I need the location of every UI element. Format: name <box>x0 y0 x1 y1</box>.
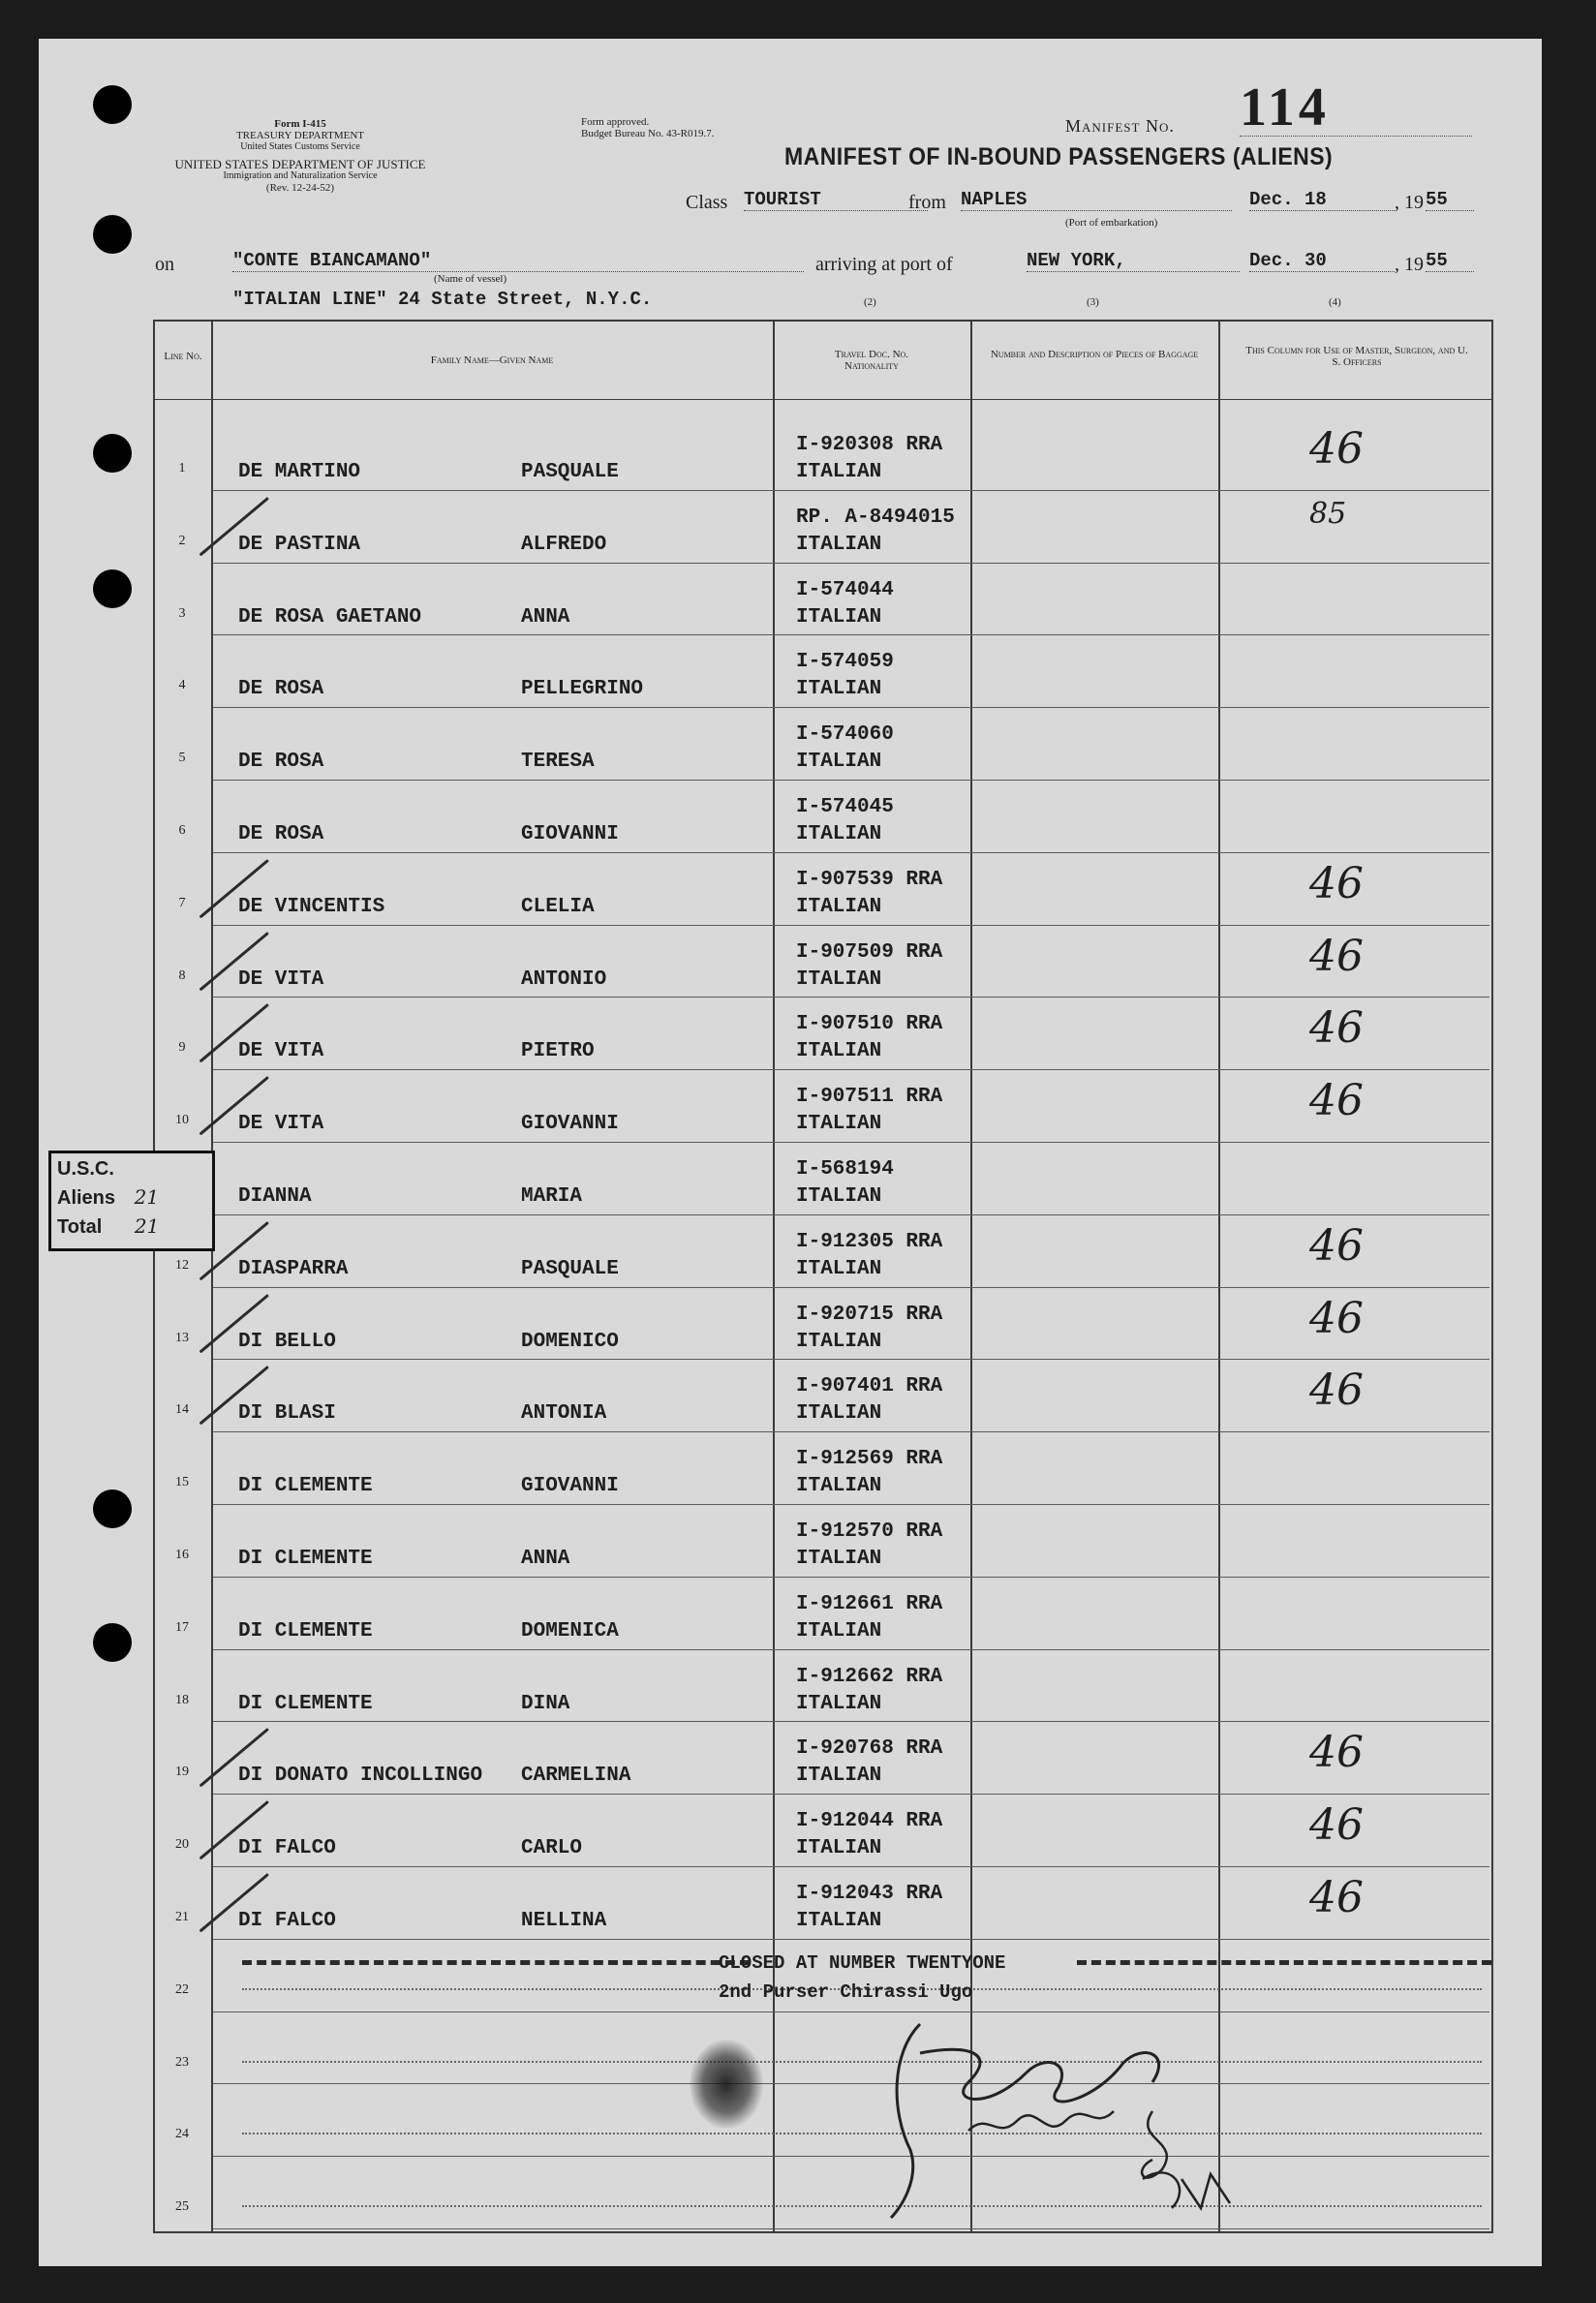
travel-doc-number: I-912044 RRA <box>796 1810 943 1833</box>
family-name: DI CLEMENTE <box>238 1548 373 1570</box>
line-number: 4 <box>178 678 186 693</box>
given-name: CLELIA <box>521 895 595 918</box>
table-bottom-border <box>153 2231 1493 2233</box>
nationality: ITALIAN <box>796 678 882 701</box>
row-separator <box>213 852 1489 853</box>
row-separator <box>213 707 1489 708</box>
table-header-border <box>153 399 1493 400</box>
header-officers: This Column for Use of Master, Surgeon, and U. S. Officers <box>1245 345 1468 368</box>
line-number: 24 <box>175 2127 189 2142</box>
row-separator <box>213 1939 1489 1940</box>
nationality: ITALIAN <box>796 1402 882 1426</box>
officer-mark: 46 <box>1309 1366 1364 1416</box>
row-separator <box>213 1649 1489 1650</box>
port-of-embarkation: NAPLES <box>961 189 1232 211</box>
travel-doc-number: I-574045 <box>796 796 894 818</box>
revision-label: (Rev. 12-24-52) <box>265 182 335 194</box>
fingerprint-smudge <box>690 2040 763 2129</box>
family-name: DE VITA <box>238 1040 324 1063</box>
family-name: DE ROSA <box>238 678 324 701</box>
row-separator <box>213 997 1489 998</box>
travel-doc-number: I-907511 RRA <box>796 1086 943 1109</box>
table-left-border <box>153 320 155 2233</box>
officer-mark: 46 <box>1309 1003 1364 1054</box>
officer-mark: 46 <box>1309 858 1364 908</box>
travel-doc-number: I-574060 <box>796 723 894 747</box>
closing-statement: CLOSED AT NUMBER TWENTYONE <box>719 1952 1006 1974</box>
header-baggage: Number and Description of Pieces of Baggage <box>990 349 1199 360</box>
travel-doc-number: I-920768 RRA <box>796 1737 943 1761</box>
row-separator <box>213 490 1489 491</box>
manifest-title: MANIFEST OF IN-BOUND PASSENGERS (ALIENS) <box>784 143 1334 170</box>
line-number: 19 <box>175 1765 189 1780</box>
nationality: ITALIAN <box>796 751 882 774</box>
line-number: 25 <box>175 2199 189 2215</box>
stamp-aliens-value: 21 <box>134 1185 160 1209</box>
family-name: DE VITA <box>238 967 324 991</box>
departure-year-prefix: , 19 <box>1395 192 1424 213</box>
passenger-table <box>39 39 1542 2266</box>
family-name: DE VINCENTIS <box>238 895 385 918</box>
officer-mark: 46 <box>1309 1800 1364 1851</box>
given-name: ANTONIO <box>521 967 607 991</box>
travel-doc-number: I-907539 RRA <box>796 868 943 891</box>
travel-doc-number: I-920308 RRA <box>796 434 943 456</box>
column-number-2: (2) <box>864 296 876 308</box>
manifest-number: 114 <box>1240 79 1472 137</box>
arrival-date: Dec. 30 <box>1249 250 1395 272</box>
given-name: ANNA <box>521 1548 570 1570</box>
travel-doc-number: I-920715 RRA <box>796 1303 943 1326</box>
given-name: GIOVANNI <box>521 823 619 845</box>
vessel-name: "CONTE BIANCAMANO" <box>232 250 804 272</box>
travel-doc-number: I-574044 <box>796 578 894 601</box>
nationality: ITALIAN <box>796 1692 882 1715</box>
family-name: DI FALCO <box>238 1910 336 1932</box>
family-name: DI CLEMENTE <box>238 1619 373 1643</box>
line-number: 1 <box>178 461 186 476</box>
given-name: NELLINA <box>521 1910 607 1932</box>
class-label: Class <box>686 192 728 213</box>
officer-mark: 46 <box>1309 1293 1364 1343</box>
row-separator <box>213 563 1489 564</box>
officer-mark: 46 <box>1309 1076 1364 1126</box>
line-number: 7 <box>178 895 186 910</box>
line-number: 6 <box>178 823 186 838</box>
divider-doc <box>970 320 972 2233</box>
nationality: ITALIAN <box>796 1475 882 1498</box>
from-label: from <box>908 192 946 213</box>
line-number: 5 <box>178 751 186 766</box>
travel-doc-number: I-907401 RRA <box>796 1375 943 1398</box>
family-name: DE ROSA GAETANO <box>238 605 422 629</box>
arriving-label: arriving at port of <box>815 254 953 275</box>
travel-doc-number: I-912043 RRA <box>796 1883 943 1905</box>
approved-label: Form approved. <box>581 116 650 128</box>
row-separator <box>213 2228 1489 2229</box>
header-family-given: Family Name—Given Name <box>430 354 554 366</box>
table-top-border <box>153 320 1493 322</box>
row-separator <box>213 925 1489 926</box>
family-name: DE PASTINA <box>238 533 361 556</box>
given-name: DOMENICO <box>521 1330 619 1353</box>
travel-doc-number: I-912661 RRA <box>796 1592 943 1615</box>
customs-label: United States Customs Service <box>240 141 360 152</box>
divider-baggage <box>1218 320 1220 2233</box>
line-number: 13 <box>175 1330 189 1345</box>
form-number: Form I-415 <box>274 118 326 130</box>
line-number: 23 <box>175 2054 189 2070</box>
travel-doc-number: I-907510 RRA <box>796 1013 943 1036</box>
given-name: ANNA <box>521 605 570 629</box>
family-name: DE ROSA <box>238 751 324 774</box>
stamp-total-label: Total <box>57 1216 103 1238</box>
line-number: 8 <box>178 967 186 983</box>
given-name: CARLO <box>521 1837 583 1860</box>
given-name: PASQUALE <box>521 1257 619 1280</box>
line-number: 18 <box>175 1692 189 1707</box>
nationality: ITALIAN <box>796 1619 882 1643</box>
divider-name <box>773 320 775 2233</box>
line-number: 12 <box>175 1257 189 1273</box>
given-name: PELLEGRINO <box>521 678 644 701</box>
row-separator <box>213 2011 1489 2012</box>
row-separator <box>213 1504 1489 1505</box>
officer-mark: 85 <box>1309 496 1347 531</box>
departure-date: Dec. 18 <box>1249 189 1395 211</box>
arrival-port: NEW YORK, <box>1027 250 1240 272</box>
nationality: ITALIAN <box>796 1330 882 1353</box>
line-number: 21 <box>175 1910 189 1924</box>
column-number-4: (4) <box>1329 296 1341 308</box>
purser-name: 2nd Purser Chirassi Ugo <box>719 1981 973 2003</box>
nationality: ITALIAN <box>796 1113 882 1136</box>
ins-label: Immigration and Naturalization Service <box>223 170 378 181</box>
officer-mark: 46 <box>1309 1873 1364 1922</box>
header-travel-doc: Travel Doc. No. Nationality <box>834 349 909 372</box>
given-name: GIOVANNI <box>521 1475 619 1498</box>
family-name: DIASPARRA <box>238 1257 349 1280</box>
family-name: DE ROSA <box>238 823 324 845</box>
row-separator <box>213 1142 1489 1143</box>
travel-doc-number: I-912662 RRA <box>796 1665 943 1688</box>
count-stamp <box>48 1151 215 1251</box>
arrival-year-prefix: , 19 <box>1395 254 1424 275</box>
officer-mark: 46 <box>1309 1728 1364 1778</box>
nationality: ITALIAN <box>796 823 882 845</box>
row-separator <box>213 1359 1489 1360</box>
stamp-aliens-label: Aliens <box>57 1187 116 1209</box>
given-name: GIOVANNI <box>521 1113 619 1136</box>
travel-doc-number: RP. A-8494015 <box>796 506 955 529</box>
stamp-usc-row <box>51 1153 212 1182</box>
family-name: DI BLASI <box>238 1402 336 1426</box>
row-separator <box>213 2083 1489 2084</box>
officer-mark: 46 <box>1309 931 1364 981</box>
signature-scribble <box>852 1995 1259 2227</box>
given-name: ANTONIA <box>521 1402 607 1426</box>
column-number-3: (3) <box>1087 296 1099 308</box>
on-label: on <box>155 254 174 275</box>
family-name: DI CLEMENTE <box>238 1692 373 1715</box>
stamp-total-row <box>51 1212 212 1241</box>
line-number: 2 <box>178 533 186 548</box>
line-number: 22 <box>175 1981 189 1997</box>
treasury-label: TREASURY DEPARTMENT <box>235 130 365 141</box>
line-company: "ITALIAN LINE" 24 State Street, N.Y.C. <box>232 289 653 310</box>
nationality: ITALIAN <box>796 533 882 556</box>
divider-line-number <box>211 320 213 2233</box>
family-name: DI FALCO <box>238 1837 336 1860</box>
given-name: PIETRO <box>521 1040 595 1063</box>
nationality: ITALIAN <box>796 1257 882 1280</box>
given-name: DINA <box>521 1692 570 1715</box>
row-separator <box>213 1069 1489 1070</box>
nationality: ITALIAN <box>796 1837 882 1860</box>
officer-mark: 46 <box>1309 424 1364 474</box>
nationality: ITALIAN <box>796 967 882 991</box>
closing-dash-left <box>242 1960 750 1965</box>
closing-dash-right <box>1077 1960 1491 1965</box>
row-separator <box>213 780 1489 781</box>
given-name: TERESA <box>521 751 595 774</box>
line-number: 16 <box>175 1548 189 1562</box>
row-separator <box>213 1721 1489 1722</box>
row-separator <box>213 2156 1489 2157</box>
travel-doc-number: I-912305 RRA <box>796 1230 943 1253</box>
family-name: DIANNA <box>238 1185 312 1208</box>
line-number: 15 <box>175 1475 189 1490</box>
stamp-aliens-row <box>51 1182 212 1212</box>
line-number: 9 <box>178 1040 186 1056</box>
family-name: DI CLEMENTE <box>238 1475 373 1498</box>
class-value: TOURIST <box>744 189 928 211</box>
line-number: 10 <box>175 1113 189 1128</box>
row-separator <box>213 1794 1489 1795</box>
family-name: DE VITA <box>238 1113 324 1136</box>
given-name: ALFREDO <box>521 533 607 556</box>
travel-doc-number: I-574059 <box>796 651 894 674</box>
table-right-border <box>1491 320 1493 2233</box>
row-separator <box>213 1287 1489 1288</box>
nationality: ITALIAN <box>796 1185 882 1208</box>
embarkation-caption: (Port of embarkation) <box>1065 217 1158 229</box>
family-name: DE MARTINO <box>238 461 361 483</box>
manifest-number-label: Manifest No. <box>1065 116 1175 136</box>
vessel-caption: (Name of vessel) <box>434 273 507 285</box>
line-number: 17 <box>175 1619 189 1635</box>
departure-year: 55 <box>1426 189 1474 211</box>
travel-doc-number: I-912569 RRA <box>796 1448 943 1471</box>
family-name: DI DONATO INCOLLINGO <box>238 1765 483 1788</box>
nationality: ITALIAN <box>796 461 882 483</box>
stamp-usc-label: U.S.C. <box>57 1158 114 1180</box>
row-separator <box>213 634 1489 635</box>
nationality: ITALIAN <box>796 1910 882 1932</box>
nationality: ITALIAN <box>796 1548 882 1570</box>
travel-doc-number: I-568194 <box>796 1158 894 1181</box>
row-separator <box>213 1214 1489 1215</box>
line-number: 3 <box>178 605 186 621</box>
arrival-year: 55 <box>1426 250 1474 272</box>
row-separator <box>213 1431 1489 1432</box>
nationality: ITALIAN <box>796 895 882 918</box>
row-separator <box>213 1577 1489 1578</box>
line-number: 14 <box>175 1402 189 1418</box>
given-name: MARIA <box>521 1185 583 1208</box>
given-name: PASQUALE <box>521 461 619 483</box>
line-number: 20 <box>175 1837 189 1853</box>
officer-mark: 46 <box>1309 1220 1364 1271</box>
given-name: CARMELINA <box>521 1765 631 1788</box>
budget-label: Budget Bureau No. 43-R019.7. <box>581 128 715 139</box>
header-line-no: Line No. <box>164 351 202 362</box>
travel-doc-number: I-907509 RRA <box>796 940 943 964</box>
family-name: DI BELLO <box>238 1330 336 1353</box>
row-separator <box>213 1866 1489 1867</box>
travel-doc-number: I-912570 RRA <box>796 1520 943 1543</box>
justice-label: UNITED STATES DEPARTMENT OF JUSTICE <box>174 157 426 171</box>
nationality: ITALIAN <box>796 1765 882 1788</box>
nationality: ITALIAN <box>796 605 882 629</box>
stamp-total-value: 21 <box>134 1214 160 1238</box>
manifest-sheet <box>39 39 1542 2266</box>
nationality: ITALIAN <box>796 1040 882 1063</box>
given-name: DOMENICA <box>521 1619 619 1643</box>
